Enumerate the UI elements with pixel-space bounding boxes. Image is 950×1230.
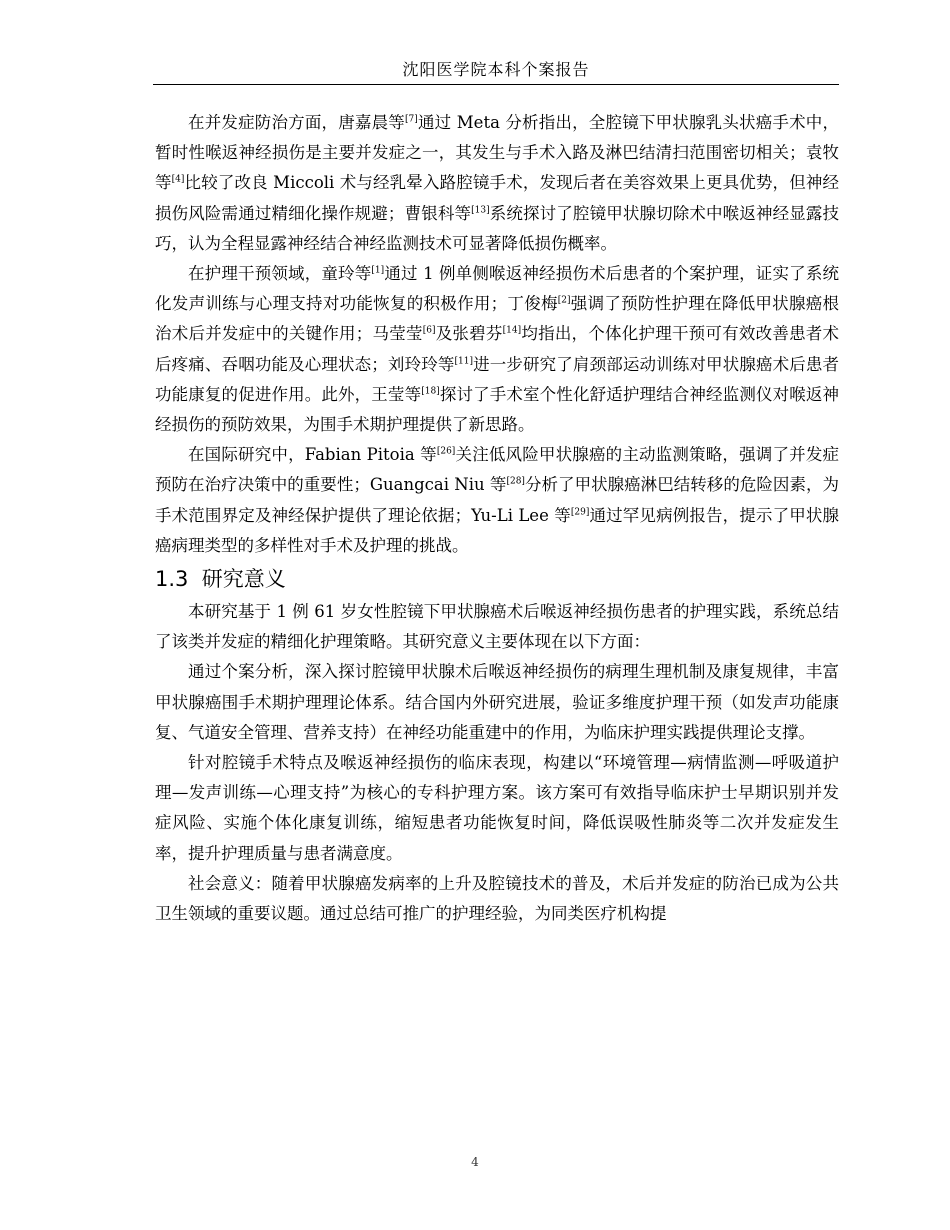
page-number: 4 [471, 1155, 479, 1169]
paragraph-text: 均指出，个体化护理干预可有效改善患者术后疼痛、吞咽功能及心理状态；刘玲玲等 [155, 324, 840, 374]
citation-ref: [4] [171, 174, 185, 185]
paragraph-theoretical-significance: 通过个案分析，深入探讨腔镜甲状腺术后喉返神经损伤的病理生理机制及康复规律，丰富甲状腺癌围手术期护理理论体系。结合国内外研究进展，验证多维度护理干预（如发声功能康复、气道安全管理、营养支持）在神经功能重建中的作用，为临床护理实践提供理论支撑。 [155, 662, 839, 742]
paragraph-international-research [155, 440, 839, 561]
citation-ref: [1] [371, 265, 385, 276]
paragraph-practical-significance: 针对腔镜手术特点及喉返神经损伤的临床表现，构建以“环境管理—病情监测—呼吸道护理—发声训练—心理支持”为核心的专科护理方案。该方案可有效指导临床护士早期识别并发症风险、实施个体化康复训练，缩短患者功能恢复时间，降低误吸性肺炎等二次并发症发生率，提升护理质量与患者满意度。 [155, 753, 839, 863]
citation-ref: [6] [422, 325, 436, 336]
paragraph-text: 分析了甲状腺癌淋巴结转移的危险因素，为手术范围界定及神经保护提供了理论依据；Yu-Li Lee 等 [155, 475, 840, 525]
paragraph-text: 通过 1 例单侧喉返神经损伤术后患者的个案护理，证实了系统化发声训练与心理支持对功能恢复的积极作用；丁俊梅 [155, 264, 839, 314]
citation-ref: [2] [557, 295, 571, 306]
citation-ref: [28] [506, 476, 525, 487]
paragraph-study-basis: 本研究基于 1 例 61 岁女性腔镜下甲状腺癌术后喉返神经损伤患者的护理实践，系统总结了该类并发症的精细化护理策略。其研究意义主要体现在以下方面： [155, 602, 839, 652]
citation-ref: [29] [570, 507, 590, 518]
header-divider [153, 84, 839, 85]
paragraph-text: 比较了改良 Miccoli 术与经乳晕入路腔镜手术，发现后者在美容效果上更具优势，但神经损伤风险需通过精细化操作规避；曹银科等 [155, 173, 839, 223]
paragraph-text: 探讨了手术室个性化舒适护理结合神经监测仪对喉返神经损伤的预防效果，为围手术期护理提供了新思路。 [155, 384, 840, 435]
paragraph-text: 系统探讨了腔镜甲状腺切除术中喉返神经显露技巧，认为全程显露神经结合神经监测技术可显著降低损伤概率。 [155, 203, 840, 253]
paragraph-text: 通过罕见病例报告，提示了甲状腺癌病理类型的多样性对手术及护理的挑战。 [155, 505, 840, 555]
citation-ref: [7] [405, 114, 418, 125]
paragraph-text: 进一步研究了肩颈部运动训练对甲状腺癌术后患者功能康复的促进作用。此外，王莹等 [155, 354, 840, 404]
paragraph-text: 关注低风险甲状腺癌的主动监测策略，强调了并发症预防在治疗决策中的重要性；Guangcai Niu 等 [155, 445, 839, 495]
page-header-title: 沈阳医学院本科个案报告 [402, 60, 590, 79]
paragraph-text: 在国际研究中，Fabian Pitoia 等 [188, 445, 437, 465]
paragraph-social-significance: 社会意义：随着甲状腺癌发病率的上升及腔镜技术的普及，术后并发症的防治已成为公共卫生领域的重要议题。通过总结可推广的护理经验，为同类医疗机构提 [155, 873, 839, 924]
paragraph-complication-prevention [155, 108, 839, 259]
paragraph-text: 通过 Meta 分析指出，全腔镜下甲状腺乳头状癌手术中，暂时性喉返神经损伤是主要并发症之一，其发生与手术入路及淋巴结清扫范围密切相关；袁牧等 [155, 113, 840, 193]
section-number: 1.3 [155, 567, 189, 592]
citation-ref: [13] [471, 205, 490, 216]
paragraph-text: 强调了预防性护理在降低甲状腺癌根治术后并发症中的关键作用；马莹莹 [155, 294, 839, 344]
citation-ref: [26] [436, 446, 456, 457]
paragraph-nursing-intervention [155, 259, 839, 440]
paragraph-text: 在并发症防治方面，唐嘉晨等 [188, 113, 406, 132]
paragraph-text: 在护理干预领域，童玲等 [188, 264, 372, 284]
document-body [155, 108, 839, 929]
section-title: 研究意义 [201, 567, 286, 592]
section-heading [155, 562, 839, 596]
paragraph-text: 及张碧芬 [435, 324, 503, 344]
citation-ref: [11] [454, 356, 473, 367]
citation-ref: [18] [421, 386, 440, 397]
citation-ref: [14] [502, 325, 522, 336]
